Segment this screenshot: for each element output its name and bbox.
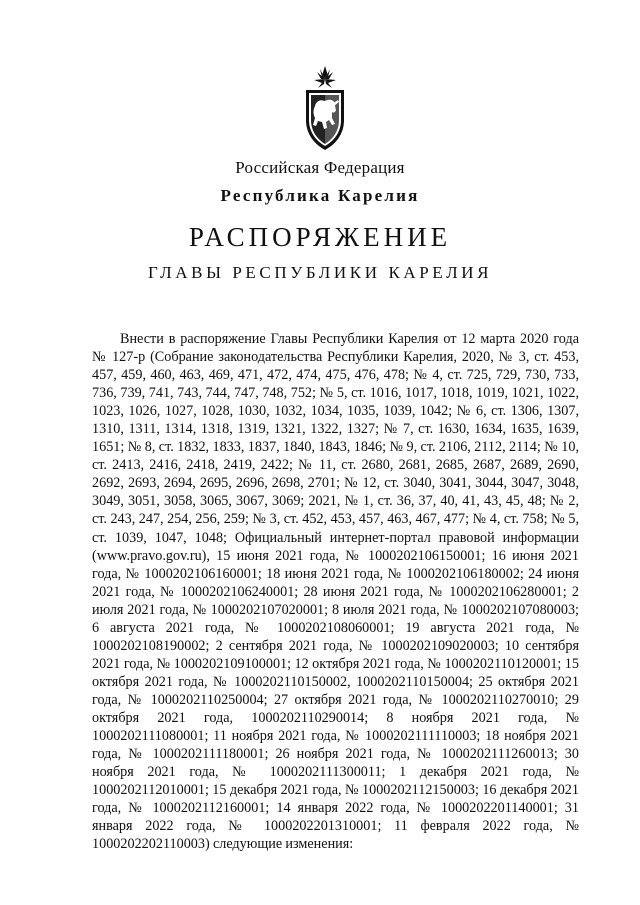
republic-name: Республика Карелия xyxy=(220,186,420,205)
issuer-subtitle: ГЛАВЫ РЕСПУБЛИКИ КАРЕЛИЯ xyxy=(147,263,493,282)
document-type-title: РАСПОРЯЖЕНИЕ xyxy=(188,222,452,252)
country-name: Российская Федерация xyxy=(235,158,405,177)
body-paragraph: Внести в распоряжение Главы Республики Карелия от 12 марта 2020 года № 127-р (Собрание законодательства Республики Карелия, 2020, № 3, ст. 453, 457, 459, 460, 463, 469, 471, 472, 474, 475, 476, 478; № 4, ст. 725, 729, 730, 733, 736, 739, 741, 743, 744, 747, 748, 752; № 5, ст. 1016, 1017, 1018, 1019, 1021, 1022, 1023, 1026, 1027, 1028, 1030, 1032, 1034, 1035, 1039, 1042; № 6, ст. 1306, 1307, 1310, 1311, 1314, 1318, 1319, 1321, 1322, 1327; № 7, ст. 1630, 1634, 1635, 1639, 1651; № 8, ст. 1832, 1833, 1837, 1840, 1843, 1846; № 9, ст. 2106, 2112, 2114; № 10, ст. 2413, 2416, 2418, 2419, 2422; № 11, ст. 2680, 2681, 2685, 2687, 2689, 2690, 2692, 2693, 2694, 2695, 2696, 2698, 2701; № 12, ст. 3040, 3041, 3044, 3047, 3048, 3049, 3051, 3058, 3065, 3067, 3069; 2021, № 1, ст. 36, 37, 40, 41, 43, 45, 48; № 2, ст. 243, 247, 254, 256, 259; № 3, ст. 452, 453, 457, 463, 467, 477; № 4, ст. 758; № 5, ст. 1039, 1047, 1048; Официальный интернет-портал правовой информации (www.pravo.gov.ru), 15 июня 2021 года, № 1000202106150001; 16 июня 2021 года, № 1000202106160001; 18 июня 2021 года, № 1000202106180002; 24 июня 2021 года, № 1000202106240001; 28 июня 2021 года, № 1000202106280001; 2 июля 2021 года, № 1000202107020001; 8 июля 2021 года, № 1000202107080003; 6 августа 2021 года, № 1000202108060001; 19 августа 2021 года, № 1000202108190002; 2 сентября 2021 года, № 1000202109020003; 10 сентября 2021 года, № 1000202109100001; 12 октября 2021 года, № 1000202110120001; 15 октября 2021 года, № 1000202110150002, 1000202110150004; 25 октября 2021 года, № 1000202110250004; 27 октября 2021 года, № 1000202110270010; 29 октября 2021 года, 1000202110290014; 8 ноября 2021 года, № 1000202111080001; 11 ноября 2021 года, № 1000202111110003; 18 ноября 2021 года, № 1000202111180001; 26 ноября 2021 года, № 1000202111260013; 30 ноября 2021 года, № 1000202111300011; 1 декабря 2021 года, № 1000202112010001; 15 декабря 2021 года, № 1000202112150003; 16 декабря 2021 года, № 1000202112160001; 14 января 2022 года, № 1000202201140001; 31 января 2022 года, № 1000202201310001; 11 февраля 2022 года, № 1000202202110003) следующие изменения: xyxy=(92,331,579,853)
karelia-coat-of-arms-icon xyxy=(298,66,352,152)
